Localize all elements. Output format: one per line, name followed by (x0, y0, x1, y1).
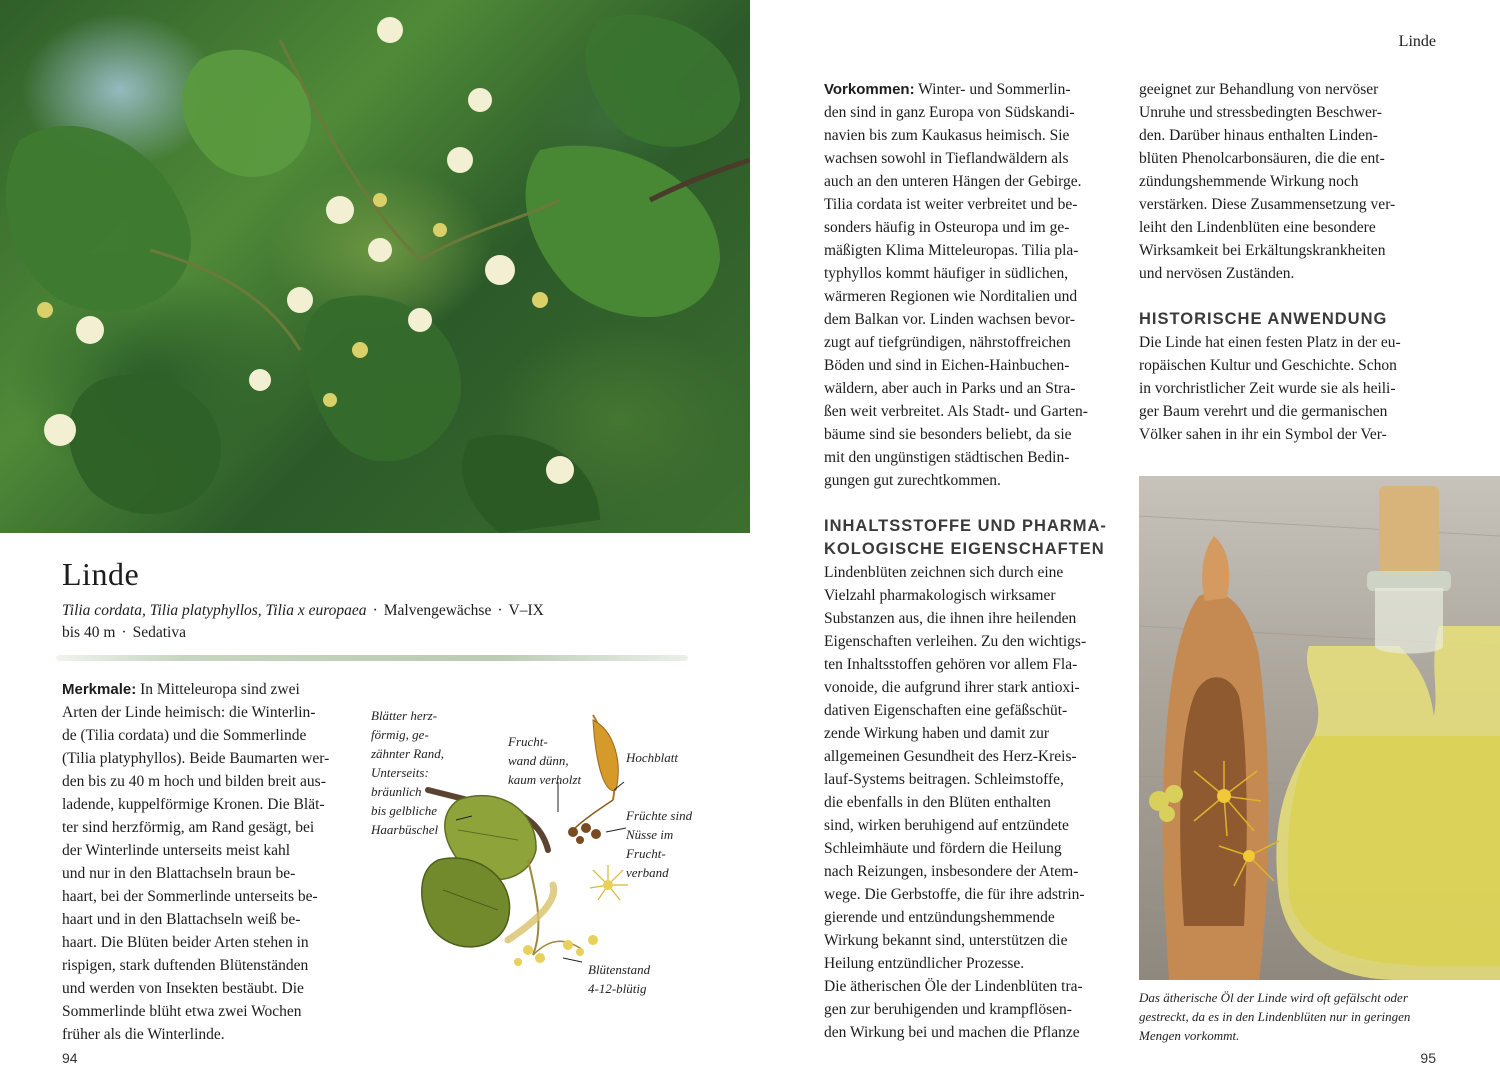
text-line: Tilia cordata ist weiter verbreitet und be- (824, 196, 1078, 213)
text-line: Arten der Linde heimisch: die Winterlin- (62, 704, 316, 721)
text-line: den bis zu 40 m hoch und bilden breit aus- (62, 773, 326, 790)
botanical-illustration (368, 700, 708, 1010)
heading-line: INHALTSSTOFFE UND PHARMA- (824, 517, 1107, 535)
vorkommen-text (824, 78, 1124, 492)
linden-blossom-photo (0, 0, 750, 533)
text-line: der Winterlinde unterseits meist kahl (62, 842, 291, 859)
text-line: zugt auf tiefgründigen, nährstoffreichen (824, 334, 1071, 351)
text-line: Böden und sind in Eichen-Hainbuchen- (824, 357, 1070, 374)
text-line: Eigenschaften verleihen. Zu den wichtigs- (824, 633, 1087, 650)
page-number-left: 94 (62, 1050, 78, 1066)
text-line: wege. Die Gerbstoffe, die für ihre adstrin- (824, 886, 1085, 903)
page-number-right: 95 (1420, 1050, 1436, 1066)
text-line: Die Linde hat einen festen Platz in der eu- (1139, 334, 1401, 351)
label-inflorescence: Blütenstand 4-12-blütig (588, 962, 651, 996)
text-line: gen zur beruhigenden und krampflösen- (824, 1001, 1072, 1018)
text-line: Substanzen aus, die ihnen ihre heilenden (824, 610, 1077, 627)
text-line: Sommerlinde blüht etwa zwei Wochen (62, 1003, 302, 1020)
text-line: navien bis zum Kaukasus heimisch. Sie (824, 127, 1070, 144)
plant-category: Sedativa (132, 624, 186, 641)
species-names: Tilia cordata, Tilia platyphyllos, Tilia x europaea (62, 602, 367, 619)
linden-oil-photo (1139, 476, 1500, 980)
text-line: in vorchristlicher Zeit wurde sie als heili- (1139, 380, 1396, 397)
flowering-months: V–IX (508, 602, 544, 619)
text-line: ten Inhaltsstoffen gehören vor allem Fla- (824, 656, 1078, 673)
text-line: gierende und entzündungshemmende (824, 909, 1055, 926)
text-line: die ebenfalls in den Blüten enthalten (824, 794, 1051, 811)
text-line: ter sind herzförmig, am Rand gesägt, bei (62, 819, 315, 836)
text-line: ßen weit verbreitet. Als Stadt- und Garten- (824, 403, 1088, 420)
text-line: wachsen sowohl in Tieflandwäldern als (824, 150, 1069, 167)
text-line: und werden von Insekten bestäubt. Die (62, 980, 304, 997)
inhaltsstoffe-text (824, 561, 1124, 1044)
right-page (750, 0, 1500, 1072)
text-line: haart, bei der Sommerlinde unterseits be- (62, 888, 318, 905)
text-line: geeignet zur Behandlung von nervöser (1139, 81, 1379, 98)
text-line: den Wirkung bei und machen die Pflanze (824, 1024, 1080, 1041)
brush-divider (56, 655, 688, 661)
text-line: dem Balkan vor. Linden wachsen bevor- (824, 311, 1076, 328)
text-line: Lindenblüten zeichnen sich durch eine (824, 564, 1064, 581)
label-bract: Hochblatt (626, 750, 678, 765)
text-column-2 (1139, 78, 1435, 446)
text-line: zündungshemmende Wirkung noch (1139, 173, 1359, 190)
text-line: Vielzahl pharmakologisch wirksamer (824, 587, 1056, 604)
text-line: wärmeren Regionen wie Norditalien und (824, 288, 1078, 305)
text-line: verstärken. Diese Zusammensetzung ver- (1139, 196, 1396, 213)
text-line: zende Wirkung haben und damit zur (824, 725, 1050, 742)
text-line: Unruhe und stressbedingten Beschwer- (1139, 104, 1382, 121)
text-line: mäßigten Klima Mitteleuropas. Tilia pla- (824, 242, 1079, 259)
text-line: ladende, kuppelförmige Kronen. Die Blät- (62, 796, 325, 813)
merkmale-section (62, 678, 358, 1046)
text-line: auch an den unteren Hängen der Gebirge. (824, 173, 1082, 190)
spacer (1139, 285, 1435, 308)
species-meta (62, 600, 662, 644)
text-line: sind, wirken beruhigend auf entzündete (824, 817, 1069, 834)
text-line: allgemeinen Gesundheit des Herz-Kreis- (824, 748, 1077, 765)
text-line: blüten Phenolcarbonsäuren, die die ent- (1139, 150, 1385, 167)
text-line: (Tilia platyphyllos). Beide Baumarten wer- (62, 750, 330, 767)
text-line: lauf-Systems beitragen. Schleimstoffe, (824, 771, 1064, 788)
text-line: mit den ungünstigen städtischen Bedin- (824, 449, 1070, 466)
merkmale-text (62, 678, 358, 1046)
heading-inhaltsstoffe (824, 515, 1124, 561)
text-line: Schleimhäute und fördern die Heilung (824, 840, 1062, 857)
text-line: und nervösen Zuständen. (1139, 265, 1295, 282)
linden-photo-art (0, 0, 750, 533)
text-line: den. Darüber hinaus enthalten Linden- (1139, 127, 1378, 144)
text-line: früher als die Winterlinde. (62, 1026, 225, 1043)
text-line: gungen gut zurechtkommen. (824, 472, 1001, 489)
separator-dot: · (121, 624, 127, 641)
text-line: In Mitteleuropa sind zwei (136, 681, 300, 698)
text-line: Wirksamkeit bei Erkältungskrankheiten (1139, 242, 1386, 259)
label-nuts: Früchte sind Nüsse im Frucht- verband (626, 808, 693, 880)
vorkommen-label: Vorkommen: (824, 81, 915, 98)
text-line: den sind in ganz Europa von Südskandi- (824, 104, 1075, 121)
text-line: Winter- und Sommerlin- (914, 81, 1071, 98)
text-line: bäume sind sie besonders beliebt, da sie (824, 426, 1072, 443)
text-line: ropäischen Kultur und Geschichte. Schon (1139, 357, 1397, 374)
label-fruit-wall: Frucht- wand dünn, kaum verholzt (508, 734, 582, 787)
heading-historische-anwendung: HISTORISCHE ANWENDUNG (1139, 310, 1388, 328)
merkmale-label: Merkmale: (62, 681, 137, 698)
text-line: dativen Eigenschaften eine gefäßschüt- (824, 702, 1068, 719)
running-head: Linde (1398, 33, 1436, 50)
text-line: ger Baum verehrt und die germanischen (1139, 403, 1388, 420)
text-line: vonoide, die aufgrund ihrer stark antioxi- (824, 679, 1080, 696)
text-line: Die ätherischen Öle der Lindenblüten tra- (824, 978, 1083, 995)
text-line: leiht den Lindenblüten eine besondere (1139, 219, 1376, 236)
text-line: haart und in den Blattachseln weiß be- (62, 911, 301, 928)
text-line: de (Tilia cordata) und die Sommerlinde (62, 727, 307, 744)
text-line: Heilung entzündlicher Prozesse. (824, 955, 1025, 972)
plant-family: Malvengewächse (383, 602, 492, 619)
historische-text (1139, 331, 1435, 446)
text-column-1 (824, 78, 1124, 1044)
text-line: Völker sahen in ihr ein Symbol der Ver- (1139, 426, 1387, 443)
text-line: typhyllos kommt häufiger in südlichen, (824, 265, 1069, 282)
text-line: haart. Die Blüten beider Arten stehen in (62, 934, 309, 951)
plant-height: bis 40 m (62, 624, 116, 641)
text-line: nach Reizungen, insbesondere der Atem- (824, 863, 1079, 880)
text-line: Wirkung bekannt sind, unterstützen die (824, 932, 1068, 949)
heading-line: KOLOGISCHE EIGENSCHAFTEN (824, 540, 1105, 558)
separator-dot: · (497, 602, 503, 619)
text-line: sonders häufig in Osteuropa und im ge- (824, 219, 1070, 236)
oil-photo-art (1139, 476, 1500, 980)
text-line: wäldern, aber auch in Parks und an Stra- (824, 380, 1076, 397)
spacer (824, 492, 1124, 515)
label-leaves: Blätter herz- förmig, ge- zähnter Rand, Unterseits: bräunlich bis gelbliche Haarbüschel (371, 708, 444, 837)
photo-caption: Das ätherische Öl der Linde wird oft gefälscht oder gestreckt, da es in den Lindenblüten nur in geringen Mengen vorkommt. (1139, 990, 1411, 1043)
continuation-text (1139, 78, 1435, 285)
separator-dot: · (372, 602, 378, 619)
text-line: rispigen, stark duftenden Blütenständen (62, 957, 309, 974)
text-line: und nur in den Blattachseln braun be- (62, 865, 296, 882)
page-title: Linde (62, 556, 140, 592)
